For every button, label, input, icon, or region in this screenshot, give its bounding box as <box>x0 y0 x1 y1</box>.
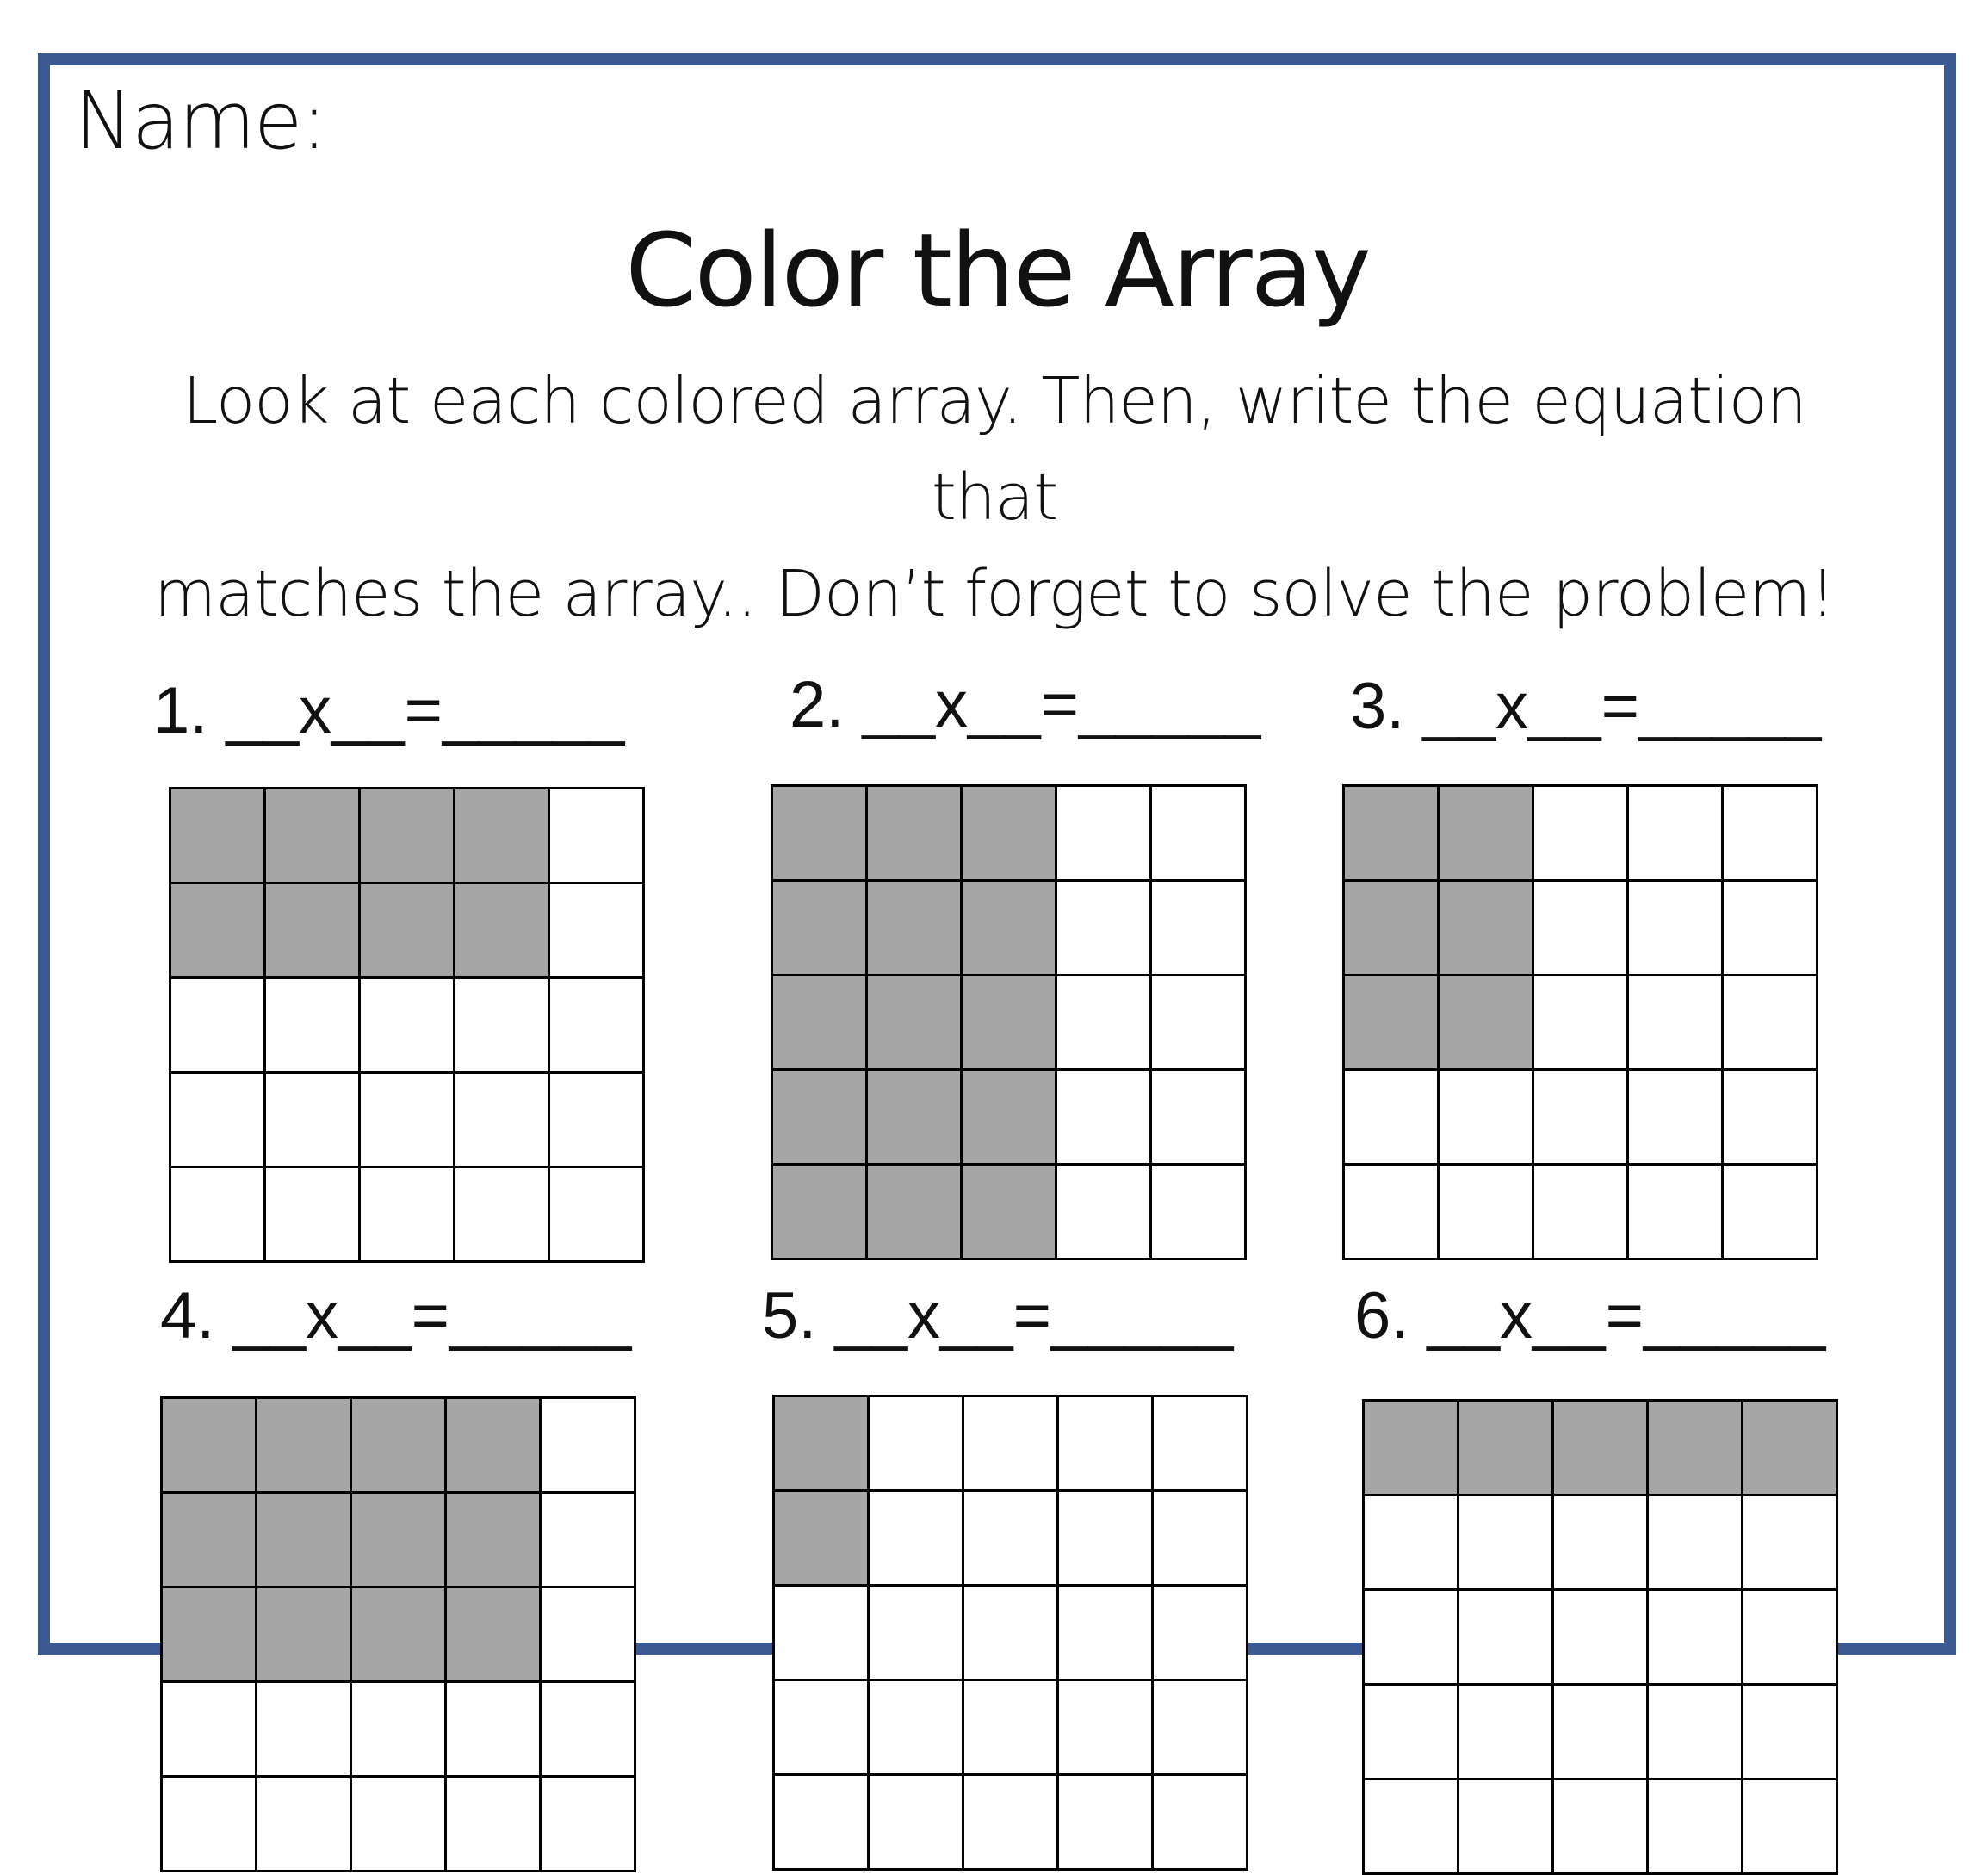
array-cell <box>1743 1686 1838 1780</box>
problem-2-equation: 2. __x__=_____ <box>790 668 1261 741</box>
array-cell <box>1365 1496 1459 1591</box>
array-cell <box>542 1778 636 1872</box>
array-cell <box>1629 1166 1724 1260</box>
array-cell <box>542 1494 636 1588</box>
problem-5-equation: 5. __x__=_____ <box>762 1279 1234 1352</box>
array-cell-shaded <box>963 1071 1057 1166</box>
array-cell-shaded <box>1345 787 1440 882</box>
array-cell <box>1724 1166 1818 1260</box>
problem-5-array <box>772 1395 1248 1871</box>
array-cell-shaded <box>773 1166 868 1260</box>
array-cell-shaded <box>868 787 963 882</box>
array-cell-shaded <box>963 1166 1057 1260</box>
array-cell <box>1365 1686 1459 1780</box>
array-cell <box>964 1681 1059 1776</box>
array-cell-shaded <box>171 789 266 884</box>
worksheet-title: Color the Array <box>625 211 1370 330</box>
array-cell <box>870 1492 964 1587</box>
array-cell <box>964 1492 1059 1587</box>
array-cell <box>1152 882 1247 976</box>
array-cell <box>171 1168 266 1263</box>
array-cell <box>447 1683 542 1778</box>
array-cell-shaded <box>775 1492 870 1587</box>
array-cell-shaded <box>455 789 550 884</box>
array-cell <box>352 1778 447 1872</box>
problem-2-array <box>771 784 1247 1260</box>
problem-3-equation: 3. __x__=_____ <box>1350 670 1822 743</box>
problem-4-array <box>160 1396 636 1872</box>
array-cell <box>1629 976 1724 1071</box>
array-cell <box>1724 882 1818 976</box>
array-cell-shaded <box>868 1166 963 1260</box>
array-cell <box>1057 976 1152 1071</box>
array-cell <box>550 884 645 979</box>
array-cell-shaded <box>773 976 868 1071</box>
array-cell <box>1534 1071 1629 1166</box>
array-cell <box>266 979 361 1074</box>
array-cell <box>1459 1496 1554 1591</box>
problem-6-equation: 6. __x__=_____ <box>1354 1279 1826 1352</box>
array-cell <box>775 1587 870 1681</box>
array-cell-shaded <box>266 789 361 884</box>
problem-3-array <box>1342 784 1818 1260</box>
array-cell <box>266 1168 361 1263</box>
array-cell-shaded <box>963 787 1057 882</box>
array-cell <box>1440 1071 1534 1166</box>
array-cell-shaded <box>1345 882 1440 976</box>
array-cell-shaded <box>163 1399 257 1494</box>
array-cell <box>1649 1686 1743 1780</box>
array-cell <box>257 1778 352 1872</box>
array-cell <box>870 1681 964 1776</box>
array-cell <box>1649 1496 1743 1591</box>
array-cell <box>163 1778 257 1872</box>
array-cell <box>550 1168 645 1263</box>
array-cell-shaded <box>257 1399 352 1494</box>
array-cell <box>1059 1587 1154 1681</box>
array-cell-shaded <box>963 976 1057 1071</box>
array-cell-shaded <box>1649 1402 1743 1496</box>
array-cell <box>455 979 550 1074</box>
array-cell <box>1154 1776 1248 1871</box>
problem-1-array <box>169 787 645 1263</box>
array-cell <box>1743 1496 1838 1591</box>
array-cell <box>1152 1071 1247 1166</box>
array-cell-shaded <box>455 884 550 979</box>
array-cell <box>1057 1166 1152 1260</box>
array-cell <box>550 979 645 1074</box>
array-cell <box>1554 1686 1649 1780</box>
array-cell <box>542 1399 636 1494</box>
array-cell <box>870 1397 964 1492</box>
array-cell <box>1534 787 1629 882</box>
array-cell-shaded <box>773 787 868 882</box>
array-cell <box>455 1074 550 1168</box>
array-cell-shaded <box>775 1397 870 1492</box>
array-cell <box>870 1587 964 1681</box>
array-cell <box>1152 976 1247 1071</box>
array-cell <box>171 1074 266 1168</box>
array-cell <box>1724 1071 1818 1166</box>
array-cell <box>1057 1071 1152 1166</box>
array-cell <box>1345 1166 1440 1260</box>
array-cell <box>550 789 645 884</box>
array-cell <box>1059 1681 1154 1776</box>
array-cell-shaded <box>163 1494 257 1588</box>
array-cell <box>964 1397 1059 1492</box>
problem-4-equation: 4. __x__=_____ <box>160 1279 632 1352</box>
array-cell-shaded <box>257 1494 352 1588</box>
array-cell-shaded <box>1440 787 1534 882</box>
array-cell-shaded <box>361 884 455 979</box>
array-cell <box>1629 882 1724 976</box>
array-cell <box>171 979 266 1074</box>
array-cell-shaded <box>1365 1402 1459 1496</box>
array-cell <box>361 1168 455 1263</box>
array-cell <box>1534 1166 1629 1260</box>
array-cell-shaded <box>868 882 963 976</box>
instructions-line-2: matches the array.. Don’t forget to solve the problem! <box>154 557 1835 631</box>
array-cell <box>163 1683 257 1778</box>
array-cell <box>1059 1397 1154 1492</box>
array-cell-shaded <box>1345 976 1440 1071</box>
array-cell <box>1724 787 1818 882</box>
array-cell-shaded <box>352 1588 447 1683</box>
array-cell <box>1459 1780 1554 1875</box>
array-cell <box>1059 1492 1154 1587</box>
array-cell <box>266 1074 361 1168</box>
array-cell-shaded <box>1743 1402 1838 1496</box>
array-cell-shaded <box>361 789 455 884</box>
array-cell-shaded <box>1440 882 1534 976</box>
array-cell <box>1365 1780 1459 1875</box>
array-cell-shaded <box>266 884 361 979</box>
array-cell <box>1152 787 1247 882</box>
array-cell <box>1154 1587 1248 1681</box>
array-cell <box>1629 1071 1724 1166</box>
array-cell-shaded <box>1459 1402 1554 1496</box>
array-cell <box>1059 1776 1154 1871</box>
array-cell-shaded <box>773 882 868 976</box>
array-cell <box>1154 1681 1248 1776</box>
array-cell <box>1154 1397 1248 1492</box>
array-cell-shaded <box>352 1494 447 1588</box>
array-cell <box>1554 1780 1649 1875</box>
array-cell <box>1534 882 1629 976</box>
array-cell <box>542 1588 636 1683</box>
array-cell <box>1154 1492 1248 1587</box>
array-cell <box>964 1587 1059 1681</box>
instructions-line-1: Look at each colored array. Then, write the equation that <box>183 364 1806 535</box>
array-cell-shaded <box>447 1494 542 1588</box>
array-cell <box>550 1074 645 1168</box>
array-cell-shaded <box>171 884 266 979</box>
array-cell-shaded <box>447 1588 542 1683</box>
array-cell-shaded <box>868 1071 963 1166</box>
problem-1-equation: 1. __x__=_____ <box>153 674 625 747</box>
array-cell-shaded <box>773 1071 868 1166</box>
problem-6-array <box>1362 1399 1838 1875</box>
array-cell <box>1743 1780 1838 1875</box>
array-cell <box>775 1776 870 1871</box>
array-cell-shaded <box>352 1399 447 1494</box>
array-cell <box>447 1778 542 1872</box>
array-cell <box>455 1168 550 1263</box>
array-cell <box>1629 787 1724 882</box>
array-cell-shaded <box>1554 1402 1649 1496</box>
array-cell <box>1534 976 1629 1071</box>
array-cell-shaded <box>868 976 963 1071</box>
instructions <box>121 353 1868 642</box>
array-cell <box>1057 787 1152 882</box>
array-cell <box>1724 976 1818 1071</box>
array-cell <box>361 979 455 1074</box>
array-cell <box>1152 1166 1247 1260</box>
array-cell <box>1459 1686 1554 1780</box>
array-cell-shaded <box>257 1588 352 1683</box>
array-cell <box>1649 1780 1743 1875</box>
array-cell <box>257 1683 352 1778</box>
array-cell-shaded <box>447 1399 542 1494</box>
array-cell <box>542 1683 636 1778</box>
array-cell-shaded <box>163 1588 257 1683</box>
name-label: Name: <box>74 75 326 167</box>
array-cell-shaded <box>963 882 1057 976</box>
array-cell <box>1057 882 1152 976</box>
array-cell <box>775 1681 870 1776</box>
array-cell-shaded <box>1440 976 1534 1071</box>
array-cell <box>1554 1496 1649 1591</box>
array-cell <box>964 1776 1059 1871</box>
array-cell <box>870 1776 964 1871</box>
array-cell <box>1440 1166 1534 1260</box>
array-cell <box>361 1074 455 1168</box>
array-cell <box>352 1683 447 1778</box>
array-cell <box>1345 1071 1440 1166</box>
